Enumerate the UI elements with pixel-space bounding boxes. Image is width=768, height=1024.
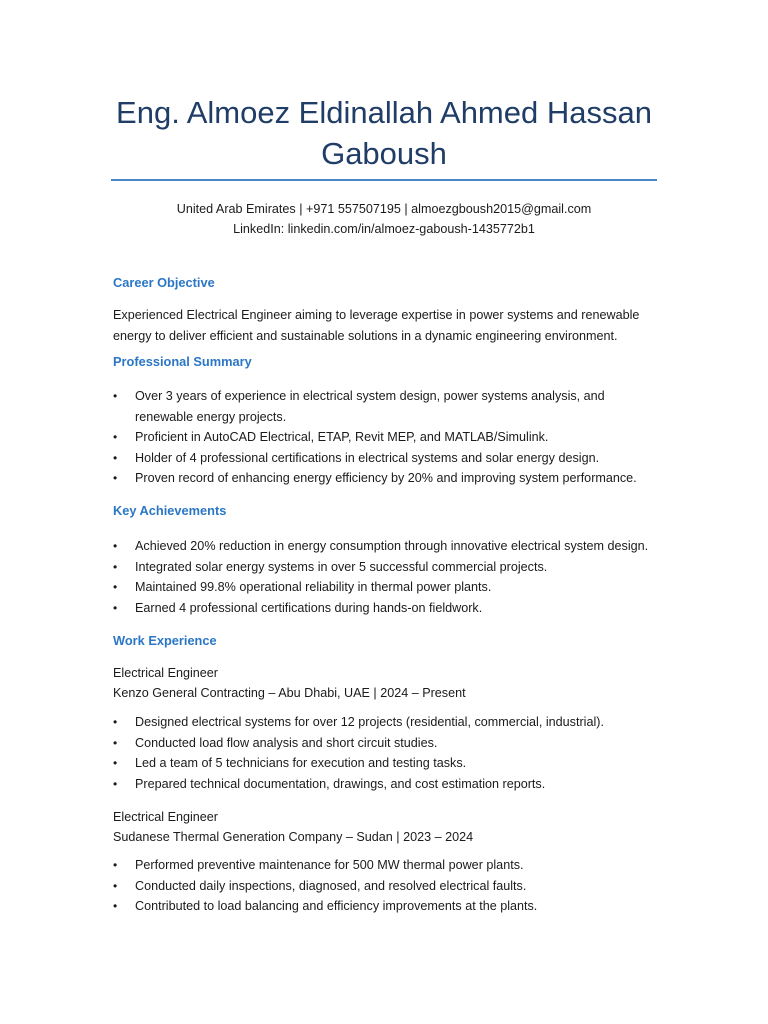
list-item [113, 577, 663, 598]
bullet: • [113, 858, 118, 872]
list-item [113, 386, 663, 427]
list-item-text: Designed electrical systems for over 12 projects (residential, commercial, industrial). [135, 715, 604, 729]
list-item [113, 896, 663, 917]
bullet: • [113, 756, 118, 770]
list-item-text: Conducted daily inspections, diagnosed, and resolved electrical faults. [135, 878, 527, 893]
list-item-text: Achieved 20% reduction in energy consumption through innovative electrical system design. [135, 539, 649, 553]
bullet: • [113, 715, 118, 729]
list-item [113, 427, 663, 448]
section-title-career-objective: Career Objective [113, 275, 215, 290]
list-item-text: Proficient in AutoCAD Electrical, ETAP, Revit MEP, and MATLAB/Simulink. [135, 430, 549, 444]
bullet: • [113, 450, 118, 465]
list-item-text: Integrated solar energy systems in over 5 successful commercial projects. [135, 559, 548, 574]
bullet: • [113, 899, 118, 913]
key-achievements-list [113, 536, 663, 618]
job-duties-list [113, 712, 663, 794]
job-role: Electrical Engineer [113, 810, 218, 824]
list-item-text: Proven record of enhancing energy efficiency by 20% and improving system performance. [135, 471, 637, 485]
bullet: • [113, 430, 118, 444]
list-item [113, 557, 663, 578]
list-item [113, 774, 663, 795]
list-item-text: Conducted load flow analysis and short circuit studies. [135, 735, 438, 750]
section-title-key-achievements: Key Achievements [113, 503, 227, 518]
career-objective-text: Experienced Electrical Engineer aiming to leverage expertise in power systems and renewable energy to deliver efficient and sustainable solutions in a dynamic engineering environment. [113, 308, 640, 343]
list-item-text: Led a team of 5 technicians for execution and testing tasks. [135, 756, 467, 770]
list-item-text: Holder of 4 professional certifications in electrical systems and solar energy design. [135, 450, 600, 465]
list-item [113, 468, 663, 489]
list-item-text: Prepared technical documentation, drawings, and cost estimation reports. [135, 776, 546, 791]
list-item-text: Performed preventive maintenance for 500 MW thermal power plants. [135, 858, 524, 872]
bullet: • [113, 776, 118, 791]
bullet: • [113, 471, 118, 485]
bullet: • [113, 878, 118, 893]
job-company: Kenzo General Contracting – Abu Dhabi, UAE | 2024 – Present [113, 686, 466, 700]
bullet: • [113, 580, 118, 594]
name-line-1: Eng. Almoez Eldinallah Ahmed Hassan [116, 95, 652, 130]
section-title-professional-summary: Professional Summary [113, 354, 252, 369]
bullet: • [113, 600, 118, 615]
list-item-text: Over 3 years of experience in electrical system design, power systems analysis, and renewable energy projects. [135, 389, 605, 424]
list-item [113, 712, 663, 733]
job-role: Electrical Engineer [113, 666, 218, 680]
list-item [113, 753, 663, 774]
bullet: • [113, 735, 118, 750]
linkedin-line: LinkedIn: linkedin.com/in/almoez-gaboush-1435772b1 [233, 222, 535, 236]
list-item [113, 855, 663, 876]
list-item [113, 448, 663, 469]
bullet: • [113, 539, 118, 553]
contact-line: United Arab Emirates | +971 557507195 | almoezgboush2015@gmail.com [176, 202, 592, 216]
list-item [113, 876, 663, 897]
list-item-text: Contributed to load balancing and efficiency improvements at the plants. [135, 899, 538, 913]
bullet: • [113, 559, 118, 574]
job-company: Sudanese Thermal Generation Company – Sudan | 2023 – 2024 [113, 830, 474, 844]
list-item [113, 536, 663, 557]
list-item-text: Earned 4 professional certifications during hands-on fieldwork. [135, 600, 483, 615]
list-item-text: Maintained 99.8% operational reliability in thermal power plants. [135, 580, 492, 594]
candidate-name [100, 92, 668, 174]
list-item [113, 598, 663, 619]
job-duties-list [113, 855, 663, 917]
name-line-2: Gaboush [321, 136, 447, 171]
bullet: • [113, 389, 118, 403]
header-divider [111, 179, 657, 181]
professional-summary-list [113, 386, 663, 489]
section-title-work-experience: Work Experience [113, 633, 217, 648]
list-item [113, 733, 663, 754]
